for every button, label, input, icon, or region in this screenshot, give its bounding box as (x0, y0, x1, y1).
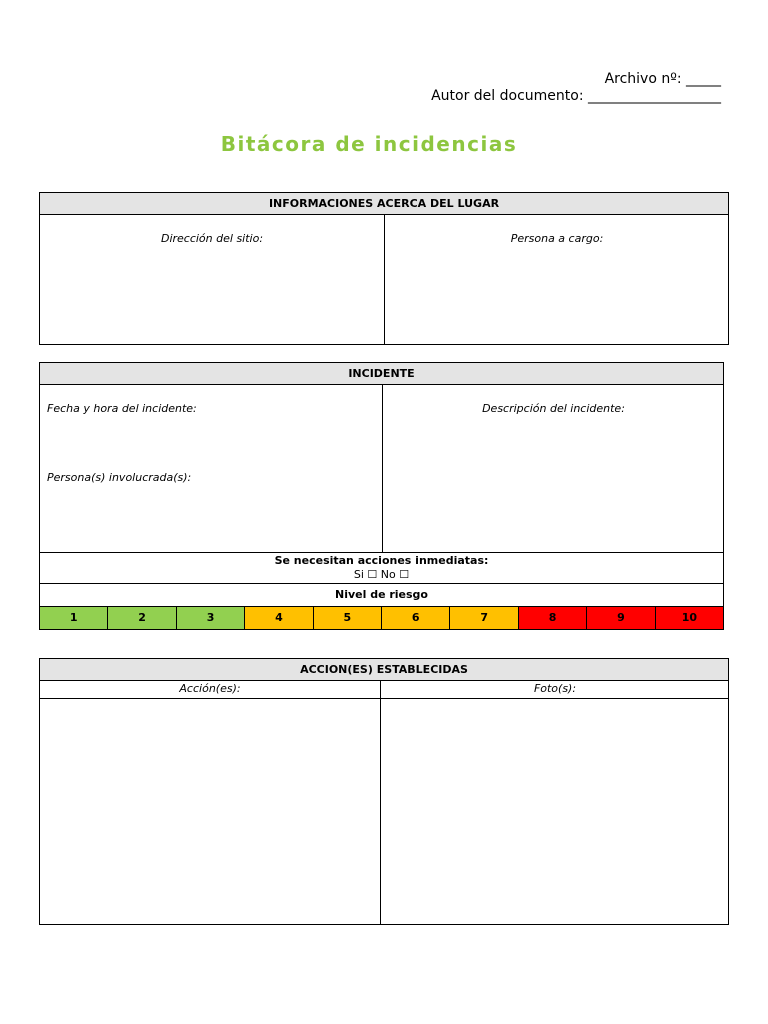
risk-level-10[interactable]: 10 (656, 607, 723, 629)
acciones-heading: ACCION(ES) ESTABLECIDAS (40, 659, 728, 681)
risk-level-8[interactable]: 8 (519, 607, 587, 629)
foto-label: Foto(s): (533, 682, 577, 695)
risk-level-3[interactable]: 3 (177, 607, 245, 629)
document-author-field: Autor del documento: ___________________ (431, 88, 721, 104)
risk-level-1[interactable]: 1 (40, 607, 108, 629)
risk-level-5[interactable]: 5 (314, 607, 382, 629)
risk-level-9[interactable]: 9 (587, 607, 655, 629)
descripcion-label: Descripción del incidente: (482, 402, 625, 415)
lugar-heading: INFORMACIONES ACERCA DEL LUGAR (40, 193, 728, 215)
risk-level-4[interactable]: 4 (245, 607, 313, 629)
accion-label: Acción(es): (179, 682, 241, 695)
risk-level-7[interactable]: 7 (450, 607, 518, 629)
acciones-subheader-separator (40, 698, 728, 699)
acciones-section (39, 658, 729, 925)
persona-cargo-label: Persona a cargo: (510, 232, 604, 245)
direccion-label: Dirección del sitio: (160, 232, 264, 245)
fecha-hora-label: Fecha y hora del incidente: (47, 402, 197, 415)
risk-scale (40, 607, 723, 629)
risk-level-6[interactable]: 6 (382, 607, 450, 629)
si-no-checkboxes[interactable]: Si ☐ No ☐ (353, 568, 410, 581)
page-title: Bitácora de incidencias (220, 132, 518, 156)
incidente-heading: INCIDENTE (40, 363, 723, 385)
risk-level-2[interactable]: 2 (108, 607, 176, 629)
personas-involucradas-label: Persona(s) involucrada(s): (47, 471, 192, 484)
lugar-section (39, 192, 729, 345)
archivo-number-field: Archivo nº: _____ (604, 71, 721, 87)
incidente-section (39, 362, 724, 630)
acciones-divider (380, 681, 381, 924)
nivel-riesgo-label: Nivel de riesgo (334, 588, 428, 601)
acciones-inmediatas-question: Se necesitan acciones inmediatas: (274, 554, 489, 567)
